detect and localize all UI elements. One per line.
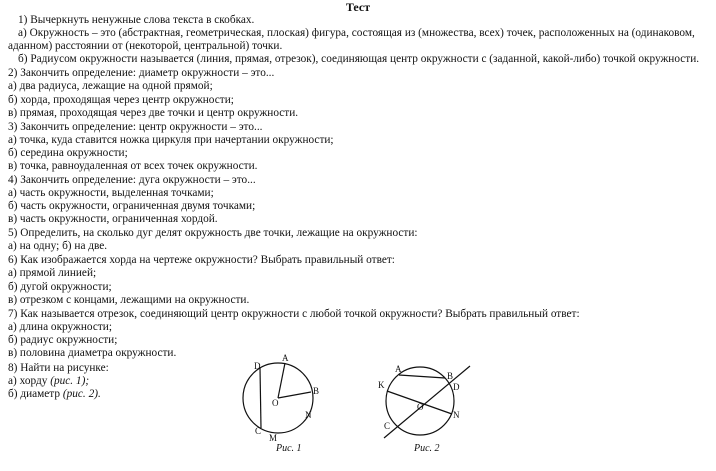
task-8-item-b-text: б) диаметр: [8, 388, 61, 400]
task-6-option-c: в) отрезком с концами, лежащими на окружности.: [8, 294, 250, 306]
fig2-label-k: K: [378, 380, 385, 390]
task-1-item-b: б) Радиусом окружности называется (линия, прямая, отрезок), соединяющая центр окружности с (заданной, какой-либо) точкой окружности.: [18, 53, 700, 65]
fig2-label-d: D: [453, 382, 460, 392]
fig2-label-c: C: [384, 421, 391, 431]
fig2-label-a: A: [395, 364, 402, 374]
task-4-heading: 4) Закончить определение: дуга окружности – это...: [8, 174, 256, 186]
fig1-label-o: O: [272, 398, 279, 408]
task-3-option-c: в) точка, равноудаленная от всех точек окружности.: [8, 160, 258, 172]
fig1-label-a: A: [282, 353, 289, 363]
fig1-label-d: D: [254, 361, 261, 371]
fig1-radius-ob: [278, 392, 311, 398]
task-6-heading: 6) Как изображается хорда на чертеже окружности? Выбрать правильный ответ:: [8, 254, 395, 266]
task-2-option-c: в) прямая, проходящая через две точки и центр окружности.: [8, 107, 299, 119]
fig2-label-b: B: [447, 371, 454, 381]
figure-2-caption: Рис. 2: [414, 443, 440, 454]
fig1-chord-dc: [260, 368, 261, 428]
task-1-item-a: а) Окружность – это (абстрактная, геометрическая, плоская) фигура, состоящая из (множества, всех) точек, расположенных на (одинаковом,: [18, 27, 695, 39]
fig1-label-b: B: [313, 386, 320, 396]
task-8-item-a-text: а) хорду: [8, 375, 48, 387]
task-2-heading: 2) Закончить определение: диаметр окружности – это...: [8, 67, 275, 79]
task-6-option-a: а) прямой линией;: [8, 267, 97, 279]
page-title: Тест: [345, 0, 371, 14]
fig2-circle: [386, 367, 454, 435]
fig1-radius-oa: [278, 363, 285, 398]
figure-1: [236, 353, 326, 446]
task-3-option-a: а) точка, куда ставится ножка циркуля при начертании окружности;: [8, 134, 334, 146]
task-6-option-b: б) дугой окружности;: [8, 281, 112, 293]
task-4-option-c: в) часть окружности, ограниченная хордой.: [8, 213, 218, 225]
task-8-item-b: [8, 388, 101, 401]
task-4-option-b: б) часть окружности, ограниченная двумя точками;: [8, 200, 256, 212]
figure-1-caption: Рис. 1: [276, 443, 302, 454]
task-7-heading: 7) Как называется отрезок, соединяющий центр окружности с любой точкой окружности? Выбрать правильный ответ:: [8, 308, 580, 320]
task-3-heading: 3) Закончить определение: центр окружности – это...: [8, 121, 263, 133]
fig1-label-m: M: [269, 433, 278, 443]
fig1-label-c: C: [255, 426, 262, 436]
task-2-option-b: б) хорда, проходящая через центр окружности;: [8, 94, 234, 106]
task-1-heading: 1) Вычеркнуть ненужные слова текста в скобках.: [18, 14, 255, 26]
task-8-item-a: [8, 375, 89, 388]
fig2-label-n: N: [453, 410, 460, 420]
task-1-item-a-cont: аданном) расстоянии от (некоторой, центральной) точки.: [8, 40, 283, 52]
task-8-item-a-ref: (рис. 1);: [50, 375, 90, 387]
figure-2: [374, 358, 474, 448]
task-2-option-a: а) два радиуса, лежащие на одной прямой;: [8, 80, 213, 92]
task-7-option-b: б) радиус окружности;: [8, 334, 118, 346]
task-5-heading: 5) Определить, на сколько дуг делят окружность две точки, лежащие на окружности:: [8, 227, 418, 239]
task-4-option-a: а) часть окружности, выделенная точками;: [8, 187, 214, 199]
task-7-option-a: а) длина окружности;: [8, 321, 112, 333]
task-8-heading: 8) Найти на рисунке:: [8, 362, 109, 374]
task-3-option-b: б) середина окружности;: [8, 147, 128, 159]
fig2-label-o: O: [417, 402, 424, 412]
task-8-item-b-ref: (рис. 2).: [62, 388, 101, 400]
fig2-chord-ab: [399, 375, 445, 378]
task-5-options: а) на одну; б) на две.: [8, 240, 108, 252]
task-7-option-c: в) половина диаметра окружности.: [8, 347, 177, 359]
fig1-label-n: N: [305, 410, 312, 420]
